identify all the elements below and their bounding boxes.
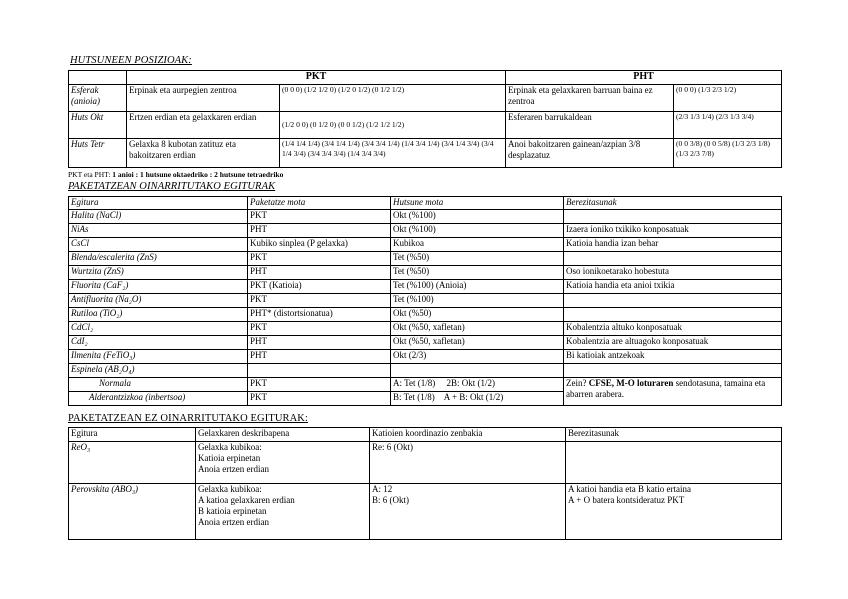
- hole: [391, 364, 564, 378]
- structure-name: Rutiloa (TiO₂): [69, 308, 248, 322]
- note: Katioia handia izan behar: [564, 238, 782, 252]
- desc-line: Katioia erpinetan: [198, 453, 261, 463]
- structure-name: Halita (NaCl): [69, 210, 248, 224]
- packing: Kubiko sinplea (P gelaxka): [248, 238, 391, 252]
- pht-pos: (0 0 3/8) (0 0 5/8) (1/3 2/3 1/8) (1/3 2/3 7/8): [674, 139, 782, 168]
- pht-header: PHT: [506, 71, 782, 85]
- col-header: Egitura: [69, 197, 248, 210]
- pkt-desc: Gelaxka 8 kubotan zatituz eta bakoitzaren erdian: [127, 139, 280, 168]
- table-row: [69, 224, 782, 238]
- table-row: [69, 280, 782, 294]
- coord-line: A: 12: [372, 484, 393, 494]
- structure-name: Espinela (AB₂O₄): [69, 364, 248, 378]
- note: Izaera ioniko txikiko konposatuak: [564, 224, 782, 238]
- table-row: [69, 336, 782, 350]
- col-header: Berezitasunak: [566, 428, 782, 442]
- row-name: Huts Okt: [69, 112, 127, 139]
- table-row: [69, 308, 782, 322]
- table-row: [69, 378, 782, 392]
- table-row: [69, 322, 782, 336]
- hole-a: A: Tet (1/8): [393, 378, 436, 388]
- section1-title: HUTSUNEEN POSIZIOAK:: [70, 55, 192, 66]
- packing: PHT: [248, 266, 391, 280]
- hole: [391, 378, 564, 392]
- ratio-note: [68, 170, 283, 179]
- packing: PKT: [248, 322, 391, 336]
- note-line: A katioi handia eta B katio ertaina: [568, 484, 691, 494]
- cell-description: [196, 484, 370, 540]
- hole-b: A + B: Okt (1/2): [443, 392, 504, 402]
- structure-name: CdCl₂: [69, 322, 248, 336]
- table-header-row: [69, 197, 782, 210]
- spinel-note: [564, 378, 782, 406]
- hole: [391, 392, 564, 406]
- structure-name: Antifluorita (Na₂O): [69, 294, 248, 308]
- non-packing-table: [68, 427, 782, 540]
- packing-table: [68, 196, 782, 406]
- notes: [566, 442, 782, 484]
- table-row: [69, 252, 782, 266]
- pkt-pos: (1/2 0 0) (0 1/2 0) (0 0 1/2) (1/2 1/2 1/2): [280, 112, 506, 139]
- packing: PKT: [248, 210, 391, 224]
- structure-name: Fluorita (CaF₂): [69, 280, 248, 294]
- col-header: Gelaxkaren deskribapena: [196, 428, 370, 442]
- hole: Okt (%50, xafletan): [391, 322, 564, 336]
- hole: Tet (%50): [391, 266, 564, 280]
- coordination: [370, 442, 566, 484]
- structure-name: ReO₃: [69, 442, 196, 484]
- hole: Tet (%100) (Anioia): [391, 280, 564, 294]
- spinel-note-bold: CFSE, M-O loturaren: [588, 378, 674, 388]
- note: [564, 252, 782, 266]
- pkt-header: PKT: [127, 71, 506, 85]
- packing: PHT: [248, 224, 391, 238]
- corner-cell: [69, 71, 127, 85]
- desc-line: Gelaxka kubikoa:: [198, 484, 262, 494]
- structure-name: CsCl: [69, 238, 248, 252]
- structure-name: Ilmenita (FeTiO₃): [69, 350, 248, 364]
- hole: Okt (%100): [391, 224, 564, 238]
- note: [564, 364, 782, 378]
- hole: Tet (%50): [391, 252, 564, 266]
- table-row: [69, 364, 782, 378]
- desc-line: Gelaxka kubikoa:: [198, 442, 262, 452]
- pkt-desc: Ertzen erdian eta gelaxkaren erdian: [127, 112, 280, 139]
- section2-title: PAKETATZEAN OINARRITUTAKO EGITURAK: [68, 181, 276, 192]
- section3-title: PAKETATZEAN EZ OINARRITUTAKO EGITURAK:: [68, 413, 308, 424]
- notes: [566, 484, 782, 540]
- pkt-desc: Erpinak eta aurpegien zentroa: [127, 85, 280, 112]
- note: Kobalentzia altuko konposatuak: [564, 322, 782, 336]
- table-row: [69, 238, 782, 252]
- hole-a: B: Tet (1/8): [393, 392, 435, 402]
- packing: PHT: [248, 336, 391, 350]
- table-row: [69, 350, 782, 364]
- desc-line: Anoia ertzen erdian: [198, 517, 269, 527]
- structure-name: CdI₂: [69, 336, 248, 350]
- table-row: [69, 266, 782, 280]
- packing: PKT: [248, 252, 391, 266]
- note: [564, 308, 782, 322]
- row-name: Huts Tetr: [69, 139, 127, 168]
- table-row: [69, 139, 782, 168]
- table-row: [69, 112, 782, 139]
- desc-line: A katioa gelaxkaren erdian: [198, 495, 295, 505]
- table-row: [69, 294, 782, 308]
- hole: Okt (%50, xafletan): [391, 336, 564, 350]
- positions-table: [68, 70, 782, 168]
- cell-description: [196, 442, 370, 484]
- col-header: Katioien koordinazio zenbakia: [370, 428, 566, 442]
- table-row: [69, 442, 782, 484]
- note: Bi katioiak antzekoak: [564, 350, 782, 364]
- table-row: [69, 484, 782, 540]
- col-header: Berezitasunak: [564, 197, 782, 210]
- structure-name: NiAs: [69, 224, 248, 238]
- packing: PKT: [248, 378, 391, 392]
- note: Katioia handia eta anioi txikia: [564, 280, 782, 294]
- packing: PKT: [248, 294, 391, 308]
- pkt-pos: (0 0 0) (1/2 1/2 0) (1/2 0 1/2) (0 1/2 1/2): [280, 85, 506, 112]
- packing: PKT: [248, 392, 391, 406]
- desc-line: B katioia erpinetan: [198, 506, 267, 516]
- col-header: Hutsune mota: [391, 197, 564, 210]
- hole: Okt (2/3): [391, 350, 564, 364]
- structure-name: Blenda/escalerita (ZnS): [69, 252, 248, 266]
- hole: Tet (%100): [391, 294, 564, 308]
- note: Oso ionikoetarako hobestuta: [564, 266, 782, 280]
- hole: Okt (%100): [391, 210, 564, 224]
- ratio-note-bold: 1 anioi : 1 hutsune oktaedriko : 2 hutsune tetraedriko: [112, 170, 284, 179]
- hole: Kubikoa: [391, 238, 564, 252]
- row-name: Esferak (anioia): [69, 85, 127, 112]
- pht-pos: (2/3 1/3 1/4) (2/3 1/3 3/4): [674, 112, 782, 139]
- coord-line: B: 6 (Okt): [372, 495, 409, 505]
- structure-name: Perovskita (ABO₃): [69, 484, 196, 540]
- packing: PKT (Katioia): [248, 280, 391, 294]
- note: Kobalentzia are altuagoko konposatuak: [564, 336, 782, 350]
- structure-name: Normala: [69, 378, 248, 392]
- note: [564, 294, 782, 308]
- coordination: [370, 484, 566, 540]
- pht-pos: (0 0 0) (1/3 2/3 1/2): [674, 85, 782, 112]
- coord-line: Re: 6 (Okt): [372, 442, 413, 452]
- packing: PHT* (distortsionatua): [248, 308, 391, 322]
- pht-desc: Erpinak eta gelaxkaren barruan baina ez zentroa: [506, 85, 674, 112]
- col-header: Paketatze mota: [248, 197, 391, 210]
- structure-name: Wurtzita (ZnS): [69, 266, 248, 280]
- pht-desc: Anoi bakoitzaren gainean/azpian 3/8 desplazatuz: [506, 139, 674, 168]
- pkt-pos: (1/4 1/4 1/4) (3/4 1/4 1/4) (3/4 3/4 1/4) (1/4 3/4 1/4) (3/4 1/4 3/4) (3/4 1/4 3/4) (3/4 3/4 3/4) (1/4 3/4 3/4): [280, 139, 506, 168]
- structure-name: Alderantzizkoa (inbertsoa): [69, 392, 248, 406]
- note-line: A + O batera kontsideratuz PKT: [568, 495, 685, 505]
- pht-desc: Esferaren barrukaldean: [506, 112, 674, 139]
- spinel-note-post: sendotasuna, tamaina eta abarren arabera.: [566, 378, 766, 399]
- packing: [248, 364, 391, 378]
- hole: Okt (%50): [391, 308, 564, 322]
- hole-b: 2B: Okt (1/2): [446, 378, 495, 388]
- table-row: [69, 85, 782, 112]
- ratio-note-prefix: PKT eta PHT:: [68, 170, 113, 179]
- desc-line: Anoia ertzen erdian: [198, 464, 269, 474]
- table-row: [69, 210, 782, 224]
- spinel-note-pre: Zein?: [566, 378, 589, 388]
- packing: PHT: [248, 350, 391, 364]
- col-header: Egitura: [69, 428, 196, 442]
- note: [564, 210, 782, 224]
- table-header-row: [69, 428, 782, 442]
